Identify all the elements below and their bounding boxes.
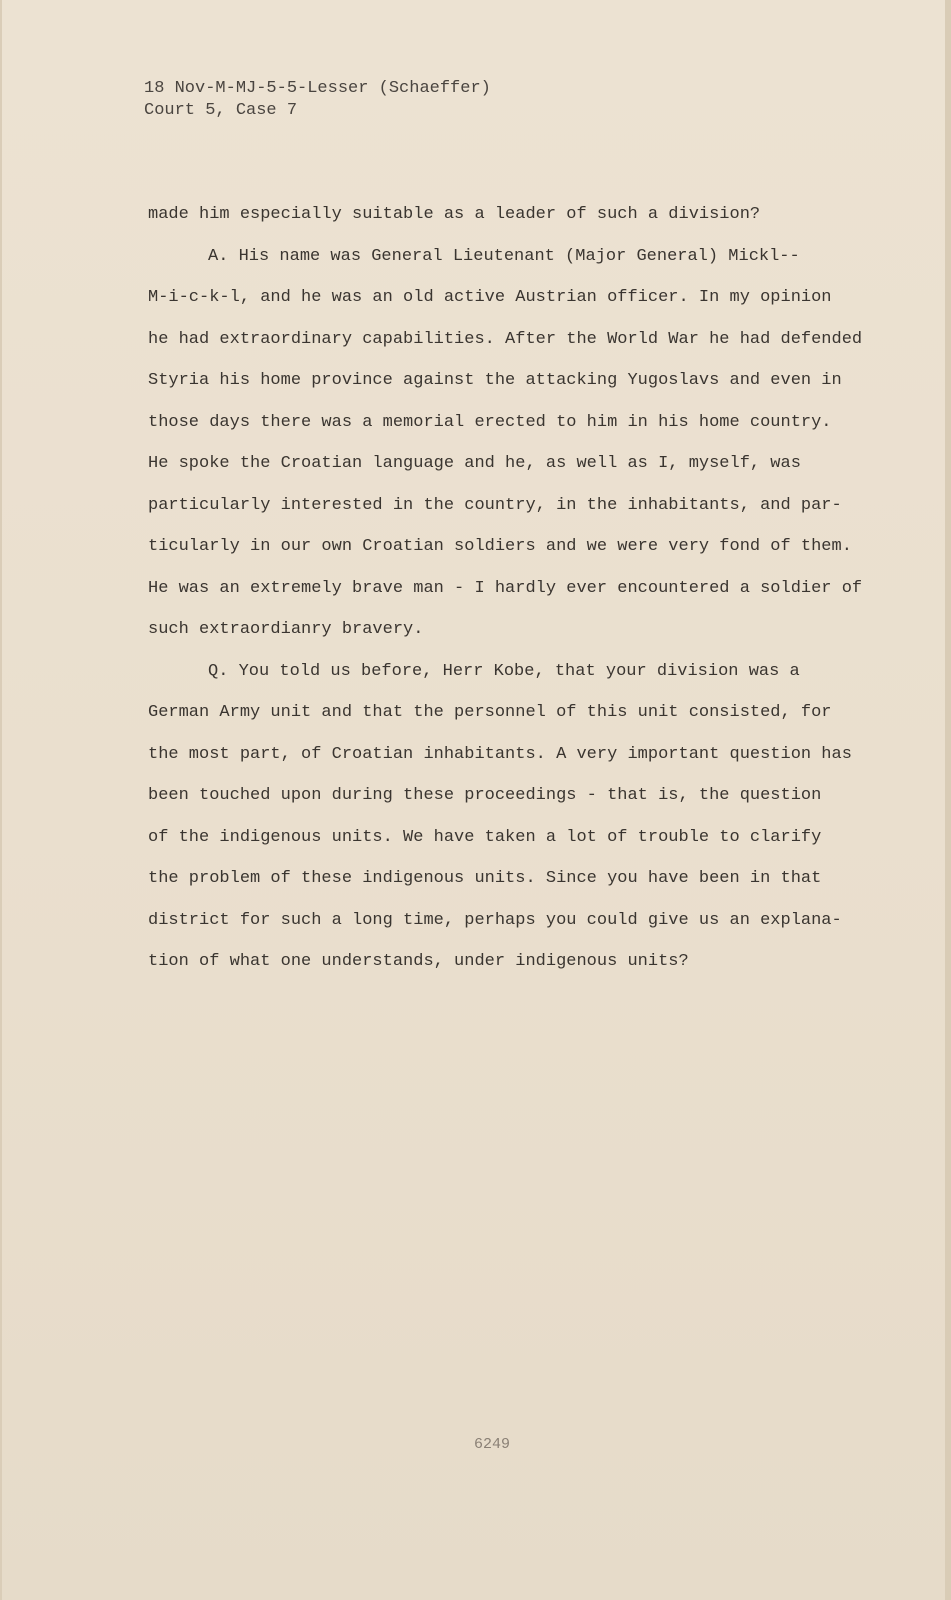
text-line: ticularly in our own Croatian soldiers and we were very fond of them.	[148, 537, 852, 556]
text-line: Q. You told us before, Herr Kobe, that your division was a	[208, 661, 800, 681]
header-court-line: Court 5, Case 7	[144, 101, 298, 120]
text-line: those days there was a memorial erected to him in his home country.	[148, 412, 832, 432]
text-line: the most part, of Croatian inhabitants. A very important question has	[148, 744, 852, 764]
text-line: he had extraordinary capabilities. After the World War he had defended	[148, 329, 863, 349]
text-line: German Army unit and that the personnel of this unit consisted, for	[148, 703, 832, 722]
text-line: been touched upon during these proceedings - that is, the question	[148, 786, 822, 805]
text-line: such extraordianry bravery.	[148, 620, 424, 639]
header-reference-line: 18 Nov-M-MJ-5-5-Lesser (Schaeffer)	[144, 79, 491, 98]
text-line: made him especially suitable as a leader of such a division?	[148, 205, 761, 224]
text-line: A. His name was General Lieutenant (Major General) Mickl--	[208, 246, 800, 266]
text-line: Styria his home province against the attacking Yugoslavs and even in	[148, 371, 842, 390]
text-line: the problem of these indigenous units. Since you have been in that	[148, 869, 822, 888]
text-line: district for such a long time, perhaps you could give us an explana-	[148, 910, 842, 930]
text-line: tion of what one understands, under indigenous units?	[148, 952, 689, 971]
document-header	[144, 78, 491, 122]
text-line: of the indigenous units. We have taken a lot of trouble to clarify	[148, 827, 822, 847]
text-line: M-i-c-k-l, and he was an old active Austrian officer. In my opinion	[148, 288, 832, 307]
text-line: He was an extremely brave man - I hardly ever encountered a soldier of	[148, 578, 863, 598]
text-line: He spoke the Croatian language and he, as well as I, myself, was	[148, 454, 801, 473]
page-number: 6249	[474, 1436, 511, 1453]
transcript-body	[148, 194, 888, 983]
text-line: particularly interested in the country, in the inhabitants, and par-	[148, 495, 842, 515]
